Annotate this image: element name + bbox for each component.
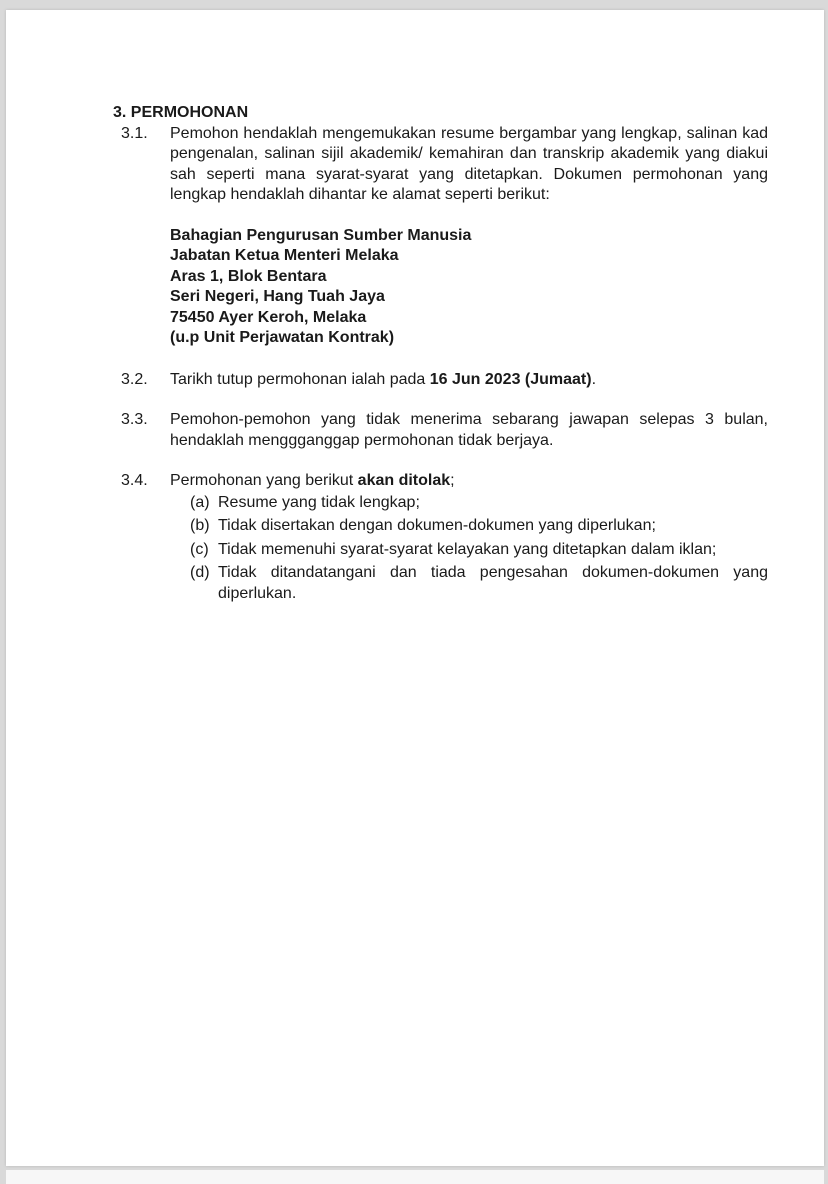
item-3-3 <box>113 410 768 451</box>
item-3-2 <box>113 370 768 391</box>
list-item-text: Tidak ditandatangani dan tiada pengesahan dokumen-dokumen yang diperlukan. <box>218 564 768 602</box>
item-text <box>170 471 768 492</box>
item-text-part: ; <box>450 472 455 489</box>
mailing-address <box>170 226 768 349</box>
list-item-text: Tidak disertakan dengan dokumen-dokumen yang diperlukan; <box>218 517 656 534</box>
section-title: 3. PERMOHONAN <box>113 104 249 121</box>
list-item-text: Resume yang tidak lengkap; <box>218 493 420 511</box>
item-text: Pemohon-pemohon yang tidak menerima sebarang jawapan selepas 3 bulan, hendaklah menggganggap permohonan tidak berjaya. <box>170 411 768 449</box>
address-line: (u.p Unit Perjawatan Kontrak) <box>170 329 395 346</box>
item-text <box>170 370 768 391</box>
next-page-edge <box>6 1170 824 1184</box>
rejected-phrase: akan ditolak <box>357 472 451 489</box>
item-text-part: . <box>591 370 597 388</box>
document-content <box>113 103 768 607</box>
list-item <box>170 493 768 514</box>
rejection-list <box>170 493 768 605</box>
address-line: Aras 1, Blok Bentara <box>170 267 327 285</box>
item-text-part: Permohonan yang berikut <box>170 472 358 489</box>
list-item <box>170 563 768 604</box>
address-line: 75450 Ayer Keroh, Melaka <box>170 308 367 326</box>
list-item-letter: (c) <box>190 540 209 558</box>
item-number: 3.4. <box>121 472 148 489</box>
item-text: Pemohon hendaklah mengemukakan resume bergambar yang lengkap, salinan kad pengenalan, salinan sijil akademik/ kemahiran dan transkrip akademik yang diakui sah seperti mana syarat-syarat yang ditetapkan. Dokumen permohonan yang lengkap hendaklah dihantar ke alamat seperti berikut: <box>170 124 768 203</box>
list-item <box>170 540 768 561</box>
item-3-1 <box>113 124 768 349</box>
list-item-text: Tidak memenuhi syarat-syarat kelayakan yang ditetapkan dalam iklan; <box>218 540 717 558</box>
item-number: 3.3. <box>121 411 148 428</box>
item-number: 3.1. <box>121 124 148 142</box>
item-text-part: Tarikh tutup permohonan ialah pada <box>170 370 430 388</box>
address-line: Bahagian Pengurusan Sumber Manusia <box>170 226 472 244</box>
item-3-4 <box>113 471 768 604</box>
list-item-letter: (a) <box>190 493 210 511</box>
list-item-letter: (d) <box>190 564 210 581</box>
list-item <box>170 516 768 537</box>
list-item-letter: (b) <box>190 517 210 534</box>
address-line: Seri Negeri, Hang Tuah Jaya <box>170 288 385 305</box>
item-number: 3.2. <box>121 370 148 388</box>
document-page <box>6 10 824 1166</box>
address-line: Jabatan Ketua Menteri Melaka <box>170 247 399 264</box>
closing-date: 16 Jun 2023 (Jumaat) <box>429 370 592 388</box>
